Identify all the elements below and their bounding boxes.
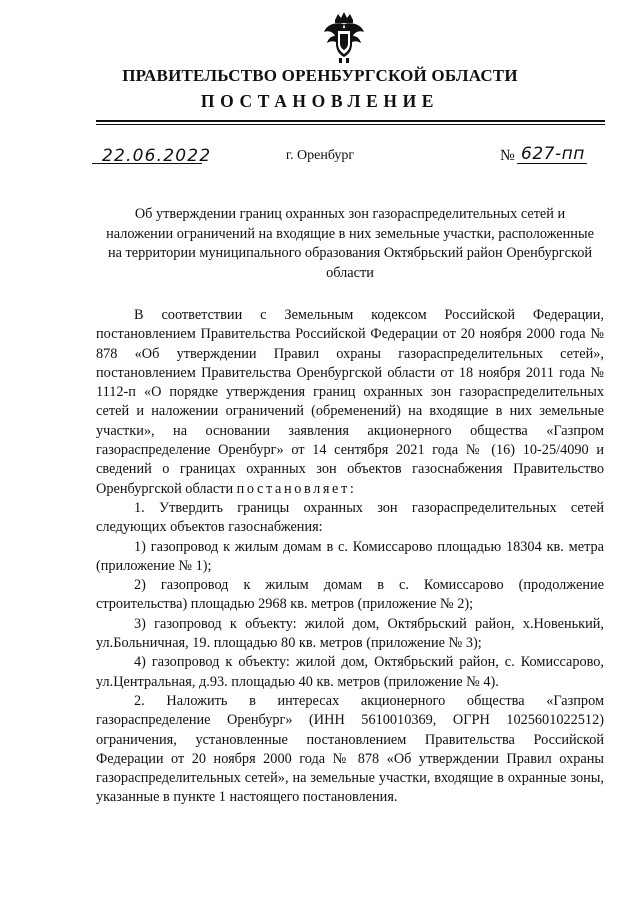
paragraph-subitem-2: 2) газопровод к жилым домам в с. Комиссарово (продолжение строительства) площадью 2968 кв. метров (приложение № 2);: [96, 577, 604, 613]
paragraph-subitem-3: 3) газопровод к объекту: жилой дом, Октябрьский район, х.Новенький, ул.Больничная, 19. площадью 80 кв. метров (приложение № 3);: [96, 615, 604, 652]
paragraph-subitem-1: 1) газопровод к жилым домам в с. Комиссарово площадью 18304 кв. метра (приложение № 1);: [96, 538, 604, 574]
header-rule-thin: [96, 124, 605, 125]
preamble-end: :: [349, 480, 354, 497]
document-type-title: ПОСТАНОВЛЕНИЕ: [200, 91, 440, 111]
document-body: [96, 306, 604, 808]
organization-title: ПРАВИТЕЛЬСТВО ОРЕНБУРГСКОЙ ОБЛАСТИ: [122, 66, 518, 85]
number-underline: [517, 163, 587, 164]
document-date: 22.06.2022: [102, 146, 212, 166]
document-number: 627-пп: [521, 144, 585, 164]
paragraph-item-2: 2. Наложить в интересах акционерного общества «Газпром газораспределение Оренбург» (ИНН 5610010369, ОГРН 1025601022512) ограничения, установленные постановлением Правительства Российской Федерации от 20 ноября 2000 года № 878 «Об утверждении Правил охраны газораспределительных сетей», на земельные участки, входящие в охранные зоны, указанные в пункте 1 настоящего постановления.: [96, 692, 604, 806]
document-subject: Об утверждении границ охранных зон газораспределительных сетей и наложении ограничений на входящие в них земельные участки, расположенные на территории муниципального образования Октябрьский район Оренбургской области: [106, 206, 594, 281]
preamble-keyword: постановляет: [236, 480, 350, 497]
paragraph-preamble: [96, 306, 604, 499]
preamble-text: В соответствии с Земельным кодексом Российской Федерации, постановлением Правительства Российской Федерации от 20 ноября 2000 года № 878 «Об утверждении Правил охраны газораспределительных сетей», постановлением Правительства Оренбургской области от 18 ноября 2011 года № 1112-п «О порядке утверждения границ охранных зон газораспределительных сетей и наложении ограничений (обременений) на входящие в них земельные участки», на основании заявления акционерного общества «Газпром газораспределение Оренбург» от 14 сентября 2021 года № (16) 10-25/4090 и сведений о границах охранных зон объектов газоснабжения Правительство Оренбургской области: [96, 307, 604, 497]
paragraph-subitem-4: 4) газопровод к объекту: жилой дом, Октябрьский район, с. Комиссарово, ул.Центральная, д.93. площадью 40 кв. метров (приложение № 4).: [96, 654, 604, 690]
document-city: г. Оренбург: [285, 148, 355, 163]
paragraph-item-1: 1. Утвердить границы охранных зон газораспределительных сетей следующих объектов газоснабжения:: [96, 499, 604, 536]
header-rule-thick: [96, 120, 605, 122]
coat-of-arms-emblem: [321, 10, 367, 64]
document-number-label: №: [500, 147, 515, 164]
